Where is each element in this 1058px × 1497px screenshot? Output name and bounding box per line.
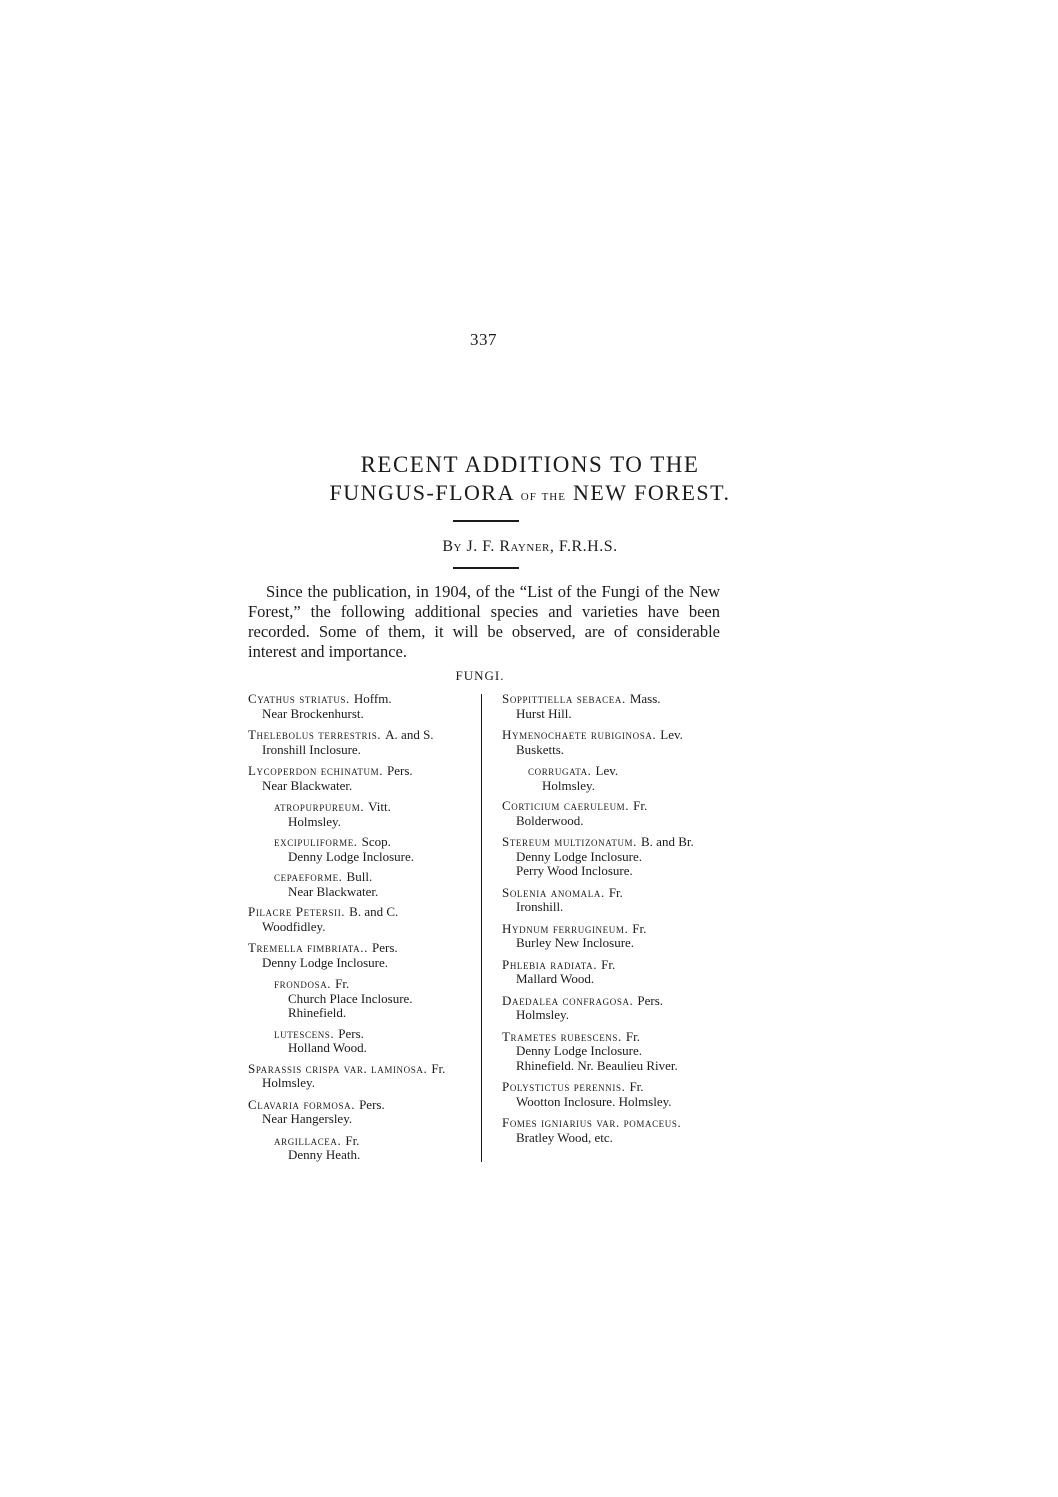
species-name: atropurpureum. [274, 799, 365, 814]
species-entry [528, 764, 732, 793]
intro-paragraph: Since the publication, in 1904, of the “List of the Fungi of the New Forest,” the following additional species and varieties have been recorded. Some of them, it will be observed, are of considerable interest and importance. [248, 582, 720, 661]
species-column-right [502, 692, 732, 1152]
species-location: Rhinefield. [288, 1005, 347, 1020]
species-name: Sparassis crispa var. laminosa. [248, 1060, 428, 1076]
species-authority: Pers. [387, 763, 413, 778]
species-authority: A. and S. [385, 727, 434, 742]
species-entry [248, 941, 474, 970]
title-rule [453, 520, 519, 522]
species-authority: Fr. [632, 920, 647, 936]
species-entry [274, 977, 474, 1021]
species-entry [502, 692, 732, 721]
species-authority: Fr. [335, 976, 350, 991]
species-entry [502, 958, 732, 987]
species-location: Denny Lodge Inclosure. [516, 848, 642, 864]
article-title-line-1: RECENT ADDITIONS TO THE [360, 452, 700, 477]
species-location: Near Hangersley. [262, 1111, 353, 1126]
species-entry [248, 764, 474, 793]
species-location: Holmsley. [262, 1075, 315, 1090]
species-entry [502, 1116, 732, 1145]
species-name: Daedalea confragosa. [502, 992, 634, 1008]
species-name: lutescens. [274, 1025, 335, 1041]
species-location: Rhinefield. Nr. Beaulieu River. [516, 1057, 678, 1073]
species-name: Hydnum ferrugineum. [502, 920, 629, 936]
article-title-line-2 [200, 480, 860, 506]
species-location: Holmsley. [542, 777, 595, 793]
species-entry [274, 1027, 474, 1056]
species-entry [502, 1080, 732, 1109]
species-location: Bolderwood. [516, 812, 584, 828]
byline: By J. F. Rayner, F.R.H.S. [442, 538, 618, 555]
species-name: Soppittiella sebacea. [502, 691, 626, 706]
species-name: argillacea. [274, 1132, 342, 1148]
species-location: Busketts. [516, 741, 565, 757]
species-location: Ironshill. [516, 899, 564, 914]
species-name: Lycoperdon echinatum. [248, 763, 384, 778]
species-name: Fomes igniarius var. pomaceus. [502, 1115, 682, 1130]
species-location: Woodfidley. [262, 918, 326, 934]
species-entry [502, 835, 732, 879]
species-entry [502, 886, 732, 915]
species-location: Denny Heath. [288, 1147, 361, 1162]
species-location: Perry Wood Inclosure. [516, 863, 633, 878]
species-entry [248, 905, 474, 934]
species-authority: Hoffm. [353, 691, 392, 706]
species-name: Hymenochaete rubiginosa. [502, 727, 657, 742]
species-authority: Pers. [359, 1096, 385, 1112]
species-authority: Lev. [595, 763, 619, 778]
species-entry [502, 994, 732, 1023]
species-location: Holland Wood. [288, 1040, 367, 1055]
species-name: Clavaria formosa. [248, 1096, 356, 1112]
species-location: Hurst Hill. [516, 705, 572, 721]
species-location: Near Blackwater. [288, 883, 379, 899]
species-authority: Fr. [601, 956, 616, 972]
section-heading-fungi: FUNGI. [455, 668, 505, 683]
species-entry [502, 1030, 732, 1074]
species-name: corrugata. [528, 763, 592, 778]
species-name: Polystictus perennis. [502, 1079, 626, 1094]
species-location: Denny Lodge Inclosure. [262, 954, 388, 970]
species-authority: Bull. [346, 869, 373, 884]
species-location: Burley New Inclosure. [516, 935, 635, 950]
species-name: Cyathus striatus. [248, 691, 350, 706]
species-location: Near Brockenhurst. [262, 705, 364, 721]
species-authority: Fr. [629, 1079, 644, 1094]
species-entry [274, 1134, 474, 1163]
species-authority: Vitt. [368, 799, 391, 814]
species-location: Wootton Inclosure. Holmsley. [516, 1093, 672, 1109]
species-location: Church Place Inclosure. [288, 990, 413, 1006]
species-name: excipuliforme. [274, 834, 358, 849]
species-name: cepaeforme. [274, 869, 343, 884]
species-location: Holmsley. [288, 813, 341, 829]
title-fungus-flora: FUNGUS-FLORA [329, 480, 514, 505]
species-name: Trametes rubescens. [502, 1028, 622, 1044]
species-authority: Pers. [371, 940, 398, 955]
species-name: Tremella fimbriata.. [248, 940, 368, 955]
species-authority: Lev. [660, 727, 683, 742]
species-entry [248, 1062, 474, 1091]
species-location: Bratley Wood, etc. [516, 1129, 613, 1145]
species-entry [248, 692, 474, 721]
title-of-the: of the [520, 488, 566, 504]
species-authority: Scop. [361, 834, 391, 849]
species-name: Thelebolus terrestris. [248, 727, 382, 742]
species-name: Phlebia radiata. [502, 956, 598, 972]
species-entry [248, 728, 474, 757]
species-entry [274, 870, 474, 899]
species-entry [502, 922, 732, 951]
title-new-forest: NEW FOREST. [572, 480, 731, 505]
species-entry [502, 799, 732, 828]
species-location: Denny Lodge Inclosure. [288, 848, 414, 864]
species-entry [274, 835, 474, 864]
species-location: Denny Lodge Inclosure. [516, 1043, 642, 1058]
species-authority: Pers. [637, 992, 664, 1008]
species-authority: B. and Br. [641, 834, 694, 849]
species-name: Pilacre Petersii. [248, 904, 346, 919]
species-location: Mallard Wood. [516, 971, 595, 986]
species-entry [248, 1098, 474, 1127]
species-authority: B. and C. [349, 904, 399, 919]
species-authority: Mass. [629, 691, 661, 706]
species-location: Near Blackwater. [262, 777, 353, 793]
species-authority: Fr. [345, 1132, 360, 1148]
column-divider [481, 694, 482, 1162]
species-authority: Fr. [608, 884, 623, 900]
species-authority: Pers. [338, 1025, 364, 1041]
species-name: frondosa. [274, 976, 332, 991]
byline-rule [453, 567, 519, 569]
species-authority: Fr. [431, 1060, 446, 1076]
species-entry [274, 800, 474, 829]
species-name: Corticium caeruleum. [502, 798, 630, 813]
species-authority: Fr. [633, 798, 648, 813]
page-number: 337 [470, 330, 497, 349]
species-entry [502, 728, 732, 757]
species-authority: Fr. [625, 1028, 640, 1044]
species-name: Stereum multizonatum. [502, 834, 637, 849]
species-name: Solenia anomala. [502, 884, 605, 900]
species-location: Ironshill Inclosure. [262, 741, 361, 757]
species-column-left [248, 692, 474, 1169]
species-location: Holmsley. [516, 1007, 569, 1022]
